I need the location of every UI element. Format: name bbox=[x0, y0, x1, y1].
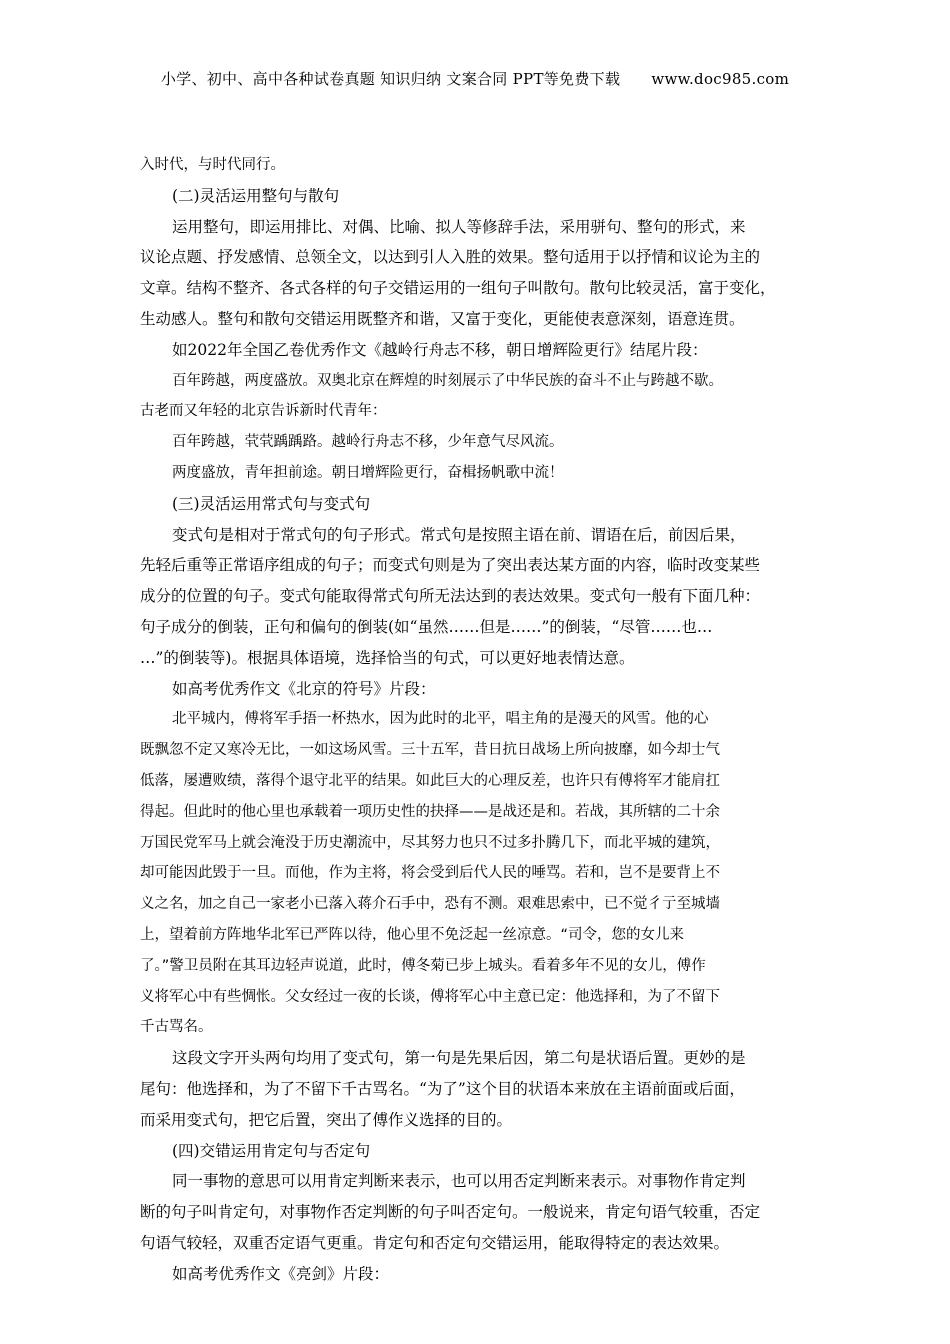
text-line: 既飘忽不定又寒冷无比，一如这场风雪。三十五军，昔日抗日战场上所向披靡，如今却士气 bbox=[140, 742, 720, 759]
header-text: 小学、初中、高中各种试卷真题 知识归纳 文案合同 PPT等免费下载 bbox=[160, 70, 621, 88]
text-line: (四)交错运用肯定句与否定句 bbox=[172, 1141, 371, 1160]
text-line: 先轻后重等正常语序组成的句子；而变式句则是为了突出表达某方面的内容，临时改变某些 bbox=[140, 556, 761, 575]
text-line: 义之名，加之自己一家老小已落入蒋介石手中，恐有不测。艰难思索中，已不觉彳亍至城墙 bbox=[140, 896, 720, 913]
text-line: 句语气较轻，双重否定语气更重。肯定句和否定句交错运用，能取得特定的表达效果。 bbox=[140, 1233, 730, 1252]
text-line: 变式句是相对于常式句的句子形式。常式句是按照主语在前、谓语在后，前因后果， bbox=[172, 525, 746, 544]
text-line: 如高考优秀作文《北京的符号》片段： bbox=[172, 679, 436, 698]
text-line: 议论点题、抒发感情、总领全文，以达到引人入胜的效果。整句适用于以抒情和议论为主的 bbox=[140, 248, 761, 267]
text-line: 义将军心中有些惆怅。父女经过一夜的长谈，傅将军心中主意已定：他选择和，为了不留下 bbox=[140, 988, 720, 1005]
text-line: (三)灵活运用常式句与变式句 bbox=[172, 494, 371, 513]
text-line: 北平城内，傅将军手捂一杯热水，因为此时的北平，唱主角的是漫天的风雪。他的心 bbox=[172, 711, 709, 728]
text-line: 尾句：他选择和，为了不留下千古骂名。“为了”这个目的状语本来放在主语前面或后面， bbox=[140, 1079, 745, 1098]
text-line: 了。”警卫员附在其耳边轻声说道，此时，傅冬菊已步上城头。看着多年不见的女儿，傅作 bbox=[140, 957, 706, 974]
document-body bbox=[140, 150, 820, 1289]
header-site: www.doc985.com bbox=[651, 70, 790, 88]
text-line: 成分的位置的句子。变式句能取得常式句所无法达到的表达效果。变式句一般有下面几种： bbox=[140, 587, 761, 606]
text-line: 百年跨越，两度盛放。双奥北京在辉煌的时刻展示了中华民族的奋斗不止与跨越不歇。 bbox=[172, 372, 723, 389]
text-line: 两度盛放，青年担前途。朝日增辉险更行，奋楫扬帆歌中流！ bbox=[172, 464, 564, 481]
text-line: 句子成分的倒装，正句和偏句的倒装(如“虽然……但是……”的倒装，“尽管……也… bbox=[140, 617, 713, 636]
text-line: 得起。但此时的他心里也承载着一项历史性的抉择——是战还是和。若战，其所辖的二十余 bbox=[140, 803, 720, 820]
page-header bbox=[0, 68, 950, 89]
text-line: 如2022年全国乙卷优秀作文《越岭行舟志不移，朝日增辉险更行》结尾片段： bbox=[172, 340, 708, 359]
text-line: 千古骂名。 bbox=[140, 1019, 213, 1036]
text-line: 入时代，与时代同行。 bbox=[140, 157, 285, 173]
text-line: 生动感人。整句和散句交错运用既整齐和谐，又富于变化，更能使表意深刻，语意连贯。 bbox=[140, 309, 745, 328]
text-line: 上，望着前方阵地华北军已严阵以待，他心里不免泛起一丝凉意。“司令，您的女儿来 bbox=[140, 926, 685, 943]
text-line: 却可能因此毁于一旦。而他，作为主将，将会受到后代人民的唾骂。若和，岂不是要背上不 bbox=[140, 865, 720, 882]
text-line: 文章。结构不整齐、各式各样的句子交错运用的一组句子叫散句。散句比较灵活，富于变化， bbox=[140, 279, 776, 298]
text-line: 断的句子叫肯定句，对事物作否定判断的句子叫否定句。一般说来，肯定句语气较重，否定 bbox=[140, 1203, 761, 1222]
text-line: 低落，屡遭败绩，落得个退守北平的结果。如此巨大的心理反差，也许只有傅将军才能肩扛 bbox=[140, 772, 720, 789]
text-line: (二)灵活运用整句与散句 bbox=[172, 186, 340, 205]
text-line: 古老而又年轻的北京告诉新时代青年： bbox=[140, 403, 387, 420]
text-line: 这段文字开头两句均用了变式句，第一句是先果后因，第二句是状语后置。更妙的是 bbox=[172, 1049, 746, 1068]
text-line: 而采用变式句，把它后置，突出了傅作义选择的目的。 bbox=[140, 1110, 513, 1129]
text-line: 如高考优秀作文《亮剑》片段： bbox=[172, 1264, 390, 1283]
text-line: …”的倒装等)。根据具体语境，选择恰当的句式，可以更好地表情达意。 bbox=[140, 648, 635, 667]
text-line: 万国民党军马上就会淹没于历史潮流中，尽其努力也只不过多扑腾几下，而北平城的建筑， bbox=[140, 834, 720, 851]
text-line: 同一事物的意思可以用肯定判断来表示，也可以用否定判断来表示。对事物作肯定判 bbox=[172, 1172, 746, 1191]
text-line: 百年跨越，茕茕踽踽路。越岭行舟志不移，少年意气尽风流。 bbox=[172, 434, 564, 451]
text-line: 运用整句，即运用排比、对偶、比喻、拟人等修辞手法，采用骈句、整句的形式，来 bbox=[172, 217, 746, 236]
